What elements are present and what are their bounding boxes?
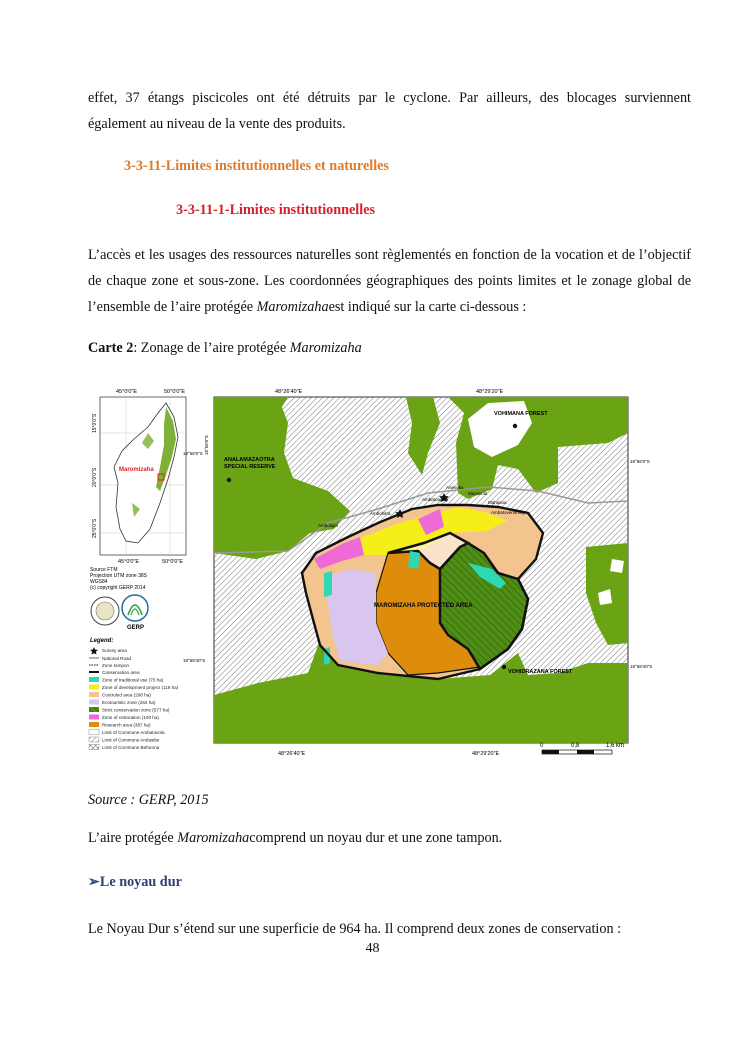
legend-item: Zone of restoration (100 ha) [102,715,159,720]
map-source-line: WGS84 [90,579,108,585]
legend-item: Ecotouristic zone (264 ha) [102,700,156,705]
map-source-line: Projection UTM zone 38S [90,573,147,579]
label-special-reserve: SPECIAL RESERVE [224,464,276,470]
paragraph-core-text: L’aire protégée [88,830,178,846]
map-source-block [90,567,148,591]
label-village: Ambatoajaka [422,497,449,502]
paragraph-core-text-end: comprend un noyau dur et une zone tampon. [249,830,503,846]
paragraph-top-line-1: effet, 37 étangs piscicoles ont été détruits par le cyclone. Par ailleurs, des blocages surviennent [88,90,691,106]
section-heading-3-3-11: 3-3-11-Limites institutionnelles et naturelles [124,158,389,174]
paragraph-core-italic: Maromizaha [177,830,250,846]
legend-title: Legend: [90,638,114,644]
label-village: Anevoka [446,485,464,490]
label-vohimana: VOHIMANA FOREST [494,411,548,417]
paragraph-top-line-2: également au niveau de la vente des produits. [88,116,346,132]
legend-item: Zone of development project (119 ha) [102,685,179,690]
map-source-line: (c) copyright GERP 2014 [90,585,146,591]
gerp-logo-label: GERP [127,625,145,631]
inset-lon-label: 45°0'0"E [116,389,138,395]
legend-item: Limit of Commune Ambatovola [102,730,165,735]
section-heading-3-3-11-1: 3-3-11-1-Limites institutionnelles [176,202,376,218]
label-village: Mahasoa [488,500,507,505]
paragraph-access-text: L’accès et les usages des ressources naturelles sont règlementés en fonction de la vocation et de l’objectif de chaque zone et sous-zone. Les coordonnées géographiques des points limites et le zonage global de l’ensemble de l’aire protégée [88,247,691,315]
main-lat-label-right: 18°56'0"S [630,459,650,464]
legend-item: Research area (387 ha) [102,722,151,728]
label-analamazaotra: ANALAMAZAOTRA [224,457,275,463]
inset-map [92,389,186,565]
map-source-citation: Source : GERP, 2015 [88,792,209,808]
legend-item: Controled area (208 ha) [102,692,151,698]
inset-lon-label: 50°0'0"E [164,389,186,395]
inset-lat-label: 15°0'0"S [92,413,98,433]
main-lon-label: 48°26'40"E [275,389,303,395]
paragraph-top [88,85,691,137]
main-lon-label-bottom: 48°29'20"E [472,751,500,757]
logos [91,595,148,631]
legend-item: Zone of traditional use (75 ha) [102,677,164,683]
map-source-line: Source FTM [90,567,118,573]
main-lat-label-right: 18°58'40"S [630,664,653,669]
legend-item: Conservation area [102,670,140,675]
inset-lon-label-bottom: 45°0'0"E [118,559,140,565]
paragraph-access-italic: Maromizaha [256,299,329,315]
main-lat-label: 18°56'0"S [183,451,203,456]
inset-lat-label: 25°0'0"S [92,518,98,538]
main-lon-label: 48°29'20"E [476,389,504,395]
gerp-logo-icon [122,595,148,621]
inset-lat-label: 20°0'0"S [92,467,98,487]
label-protected-area: MAROMIZAHA PROTECTED AREA [374,603,473,609]
label-village: Ambatovenomby [491,510,525,515]
heading-noyau-text: Le noyau dur [99,874,182,890]
legend-item: Limit of Commune Beforona [102,745,160,750]
legend-survey-icon [90,647,98,655]
scale-label: 0 [540,743,544,749]
main-lat-label: 18°56'0"S [204,435,209,455]
map-caption-label: Carte 2 [88,340,134,356]
main-lat-label: 18°58'40"S [183,658,206,663]
legend-item: National Road [102,656,132,661]
main-map [183,389,652,757]
paragraph-access [88,242,691,320]
arrow-bullet-icon: ➢ [88,874,100,890]
heading-noyau-dur [88,874,182,891]
paragraph-noyau: Le Noyau Dur s’étend sur une superficie de 964 ha. Il comprend deux zones de conservation : [88,921,622,937]
page-number: 48 [365,941,380,956]
paragraph-core [88,825,691,851]
zoning-map [88,383,658,768]
scale-label: 1,6 km [606,743,625,749]
label-village: Ambolopo [318,523,339,528]
inset-lon-label-bottom: 50°0'0"E [162,559,184,565]
map-caption [88,340,362,357]
legend-item: Zone tampon [102,663,130,668]
legend [89,638,179,750]
label-village: Ambohitra [370,511,391,516]
map-caption-italic: Maromizaha [289,340,362,356]
legend-item: Limit of Commune Andasibe [102,737,160,743]
inset-place-label: Maromizaha [119,467,154,473]
scale-bar [540,743,624,754]
legend-item: Survey area [102,648,127,653]
label-village: Mazavola [468,491,488,496]
map-caption-text: : Zonage de l’aire protégée [133,340,290,356]
scale-label: 0,8 [571,743,580,749]
main-lon-label-bottom: 48°26'40"E [278,751,306,757]
paragraph-access-text-end: est indiqué sur la carte ci-dessous : [328,299,527,315]
label-vohidrazana: VOHIDRAZANA FOREST [508,669,573,675]
legend-item: Strict conservation zone (577 ha) [102,707,170,713]
